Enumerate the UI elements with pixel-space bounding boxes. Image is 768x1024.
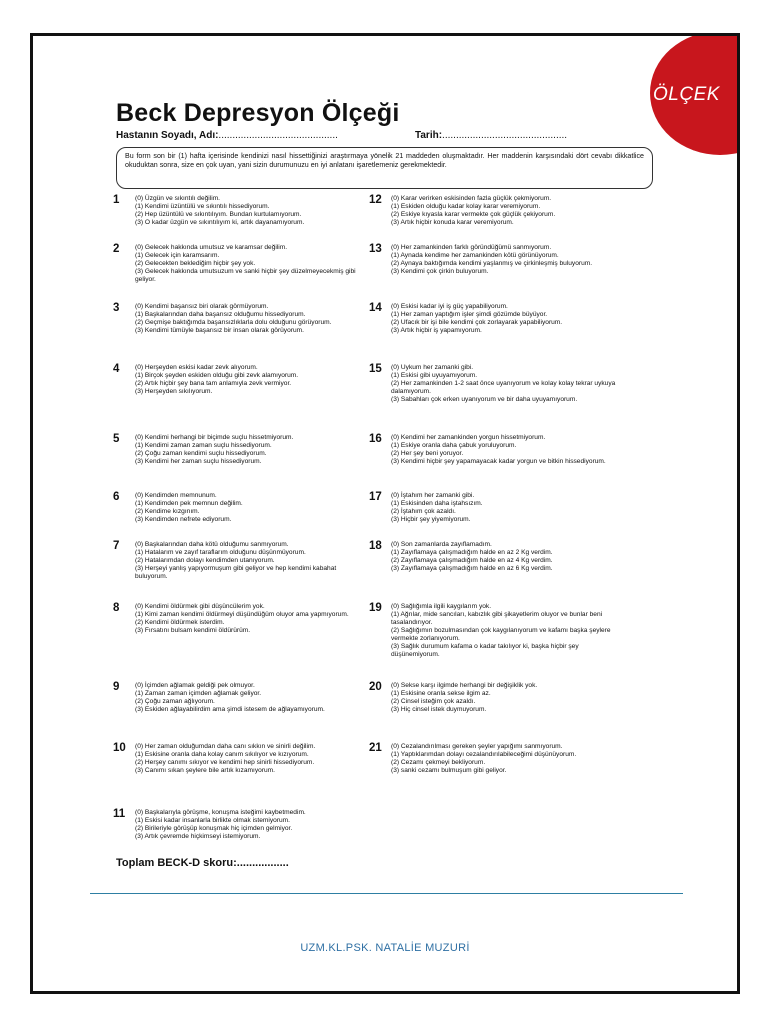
question-number: 8	[113, 602, 120, 614]
badge-label: ÖLÇEK	[653, 84, 720, 105]
answer-option[interactable]: (0) Kendimi öldürmek gibi düşüncülerim yok.	[135, 603, 265, 610]
answer-option[interactable]: (0) Kendimi herhangi bir biçimde suçlu hissetmiyorum.	[135, 434, 294, 441]
answer-option[interactable]: (1) Birçok şeyden eskiden olduğu gibi zevk alamıyorum.	[135, 372, 299, 379]
answer-option[interactable]: (0) Eskisi kadar iyi iş güç yapabiliyorum.	[391, 303, 508, 310]
question-number: 21	[369, 742, 382, 754]
answer-option[interactable]: (0) Herşeyden eskisi kadar zevk alıyorum.	[135, 364, 258, 371]
answer-option[interactable]: (1) Eskisine oranla sekse ilgim az.	[391, 690, 491, 697]
question-number: 11	[113, 808, 126, 820]
answer-options	[135, 303, 365, 335]
answer-options	[391, 303, 626, 335]
answer-option[interactable]: (1) Eskisi kadar insanlarla birlikte olmak istemiyorum.	[135, 817, 290, 824]
answer-option[interactable]: (1) Eskisinden daha iştahsızım.	[391, 500, 483, 507]
answer-option[interactable]: (2) Cezamı çekmeyi bekliyorum.	[391, 759, 486, 766]
answer-option[interactable]: (2) Eskiye kıyasla karar vermekte çok güçlük çekiyorum.	[391, 211, 556, 218]
total-score-line: Toplam BECK-D skoru:.................	[116, 857, 289, 869]
answer-option[interactable]: (1) Kimi zaman kendimi öldürmeyi düşündüğüm oluyor ama yapmıyorum.	[135, 611, 349, 618]
question-number: 18	[369, 540, 382, 552]
answer-option[interactable]: (1) Kendimi zaman zaman suçlu hissediyorum.	[135, 442, 272, 449]
answer-option[interactable]: (0) Sağlığımla ilgili kaygılarım yok.	[391, 603, 492, 610]
answer-option[interactable]: (2) Ufacık bir işi bile kendimi çok zorlayarak yapabiliyorum.	[391, 319, 563, 326]
answer-option[interactable]: (3) Kendimi çok çirkin buluyorum.	[391, 268, 489, 275]
answer-option[interactable]: (1) Gelecek için karamsarım.	[135, 252, 220, 259]
date-label: Tarih:	[415, 130, 443, 141]
answer-option[interactable]: (3) Artık hiçbir iş yapamıyorum.	[391, 327, 482, 334]
answer-option[interactable]: (3) Sağlık durumum kafama o kadar takılıyor ki, başka hiçbir şey düşünemiyorum.	[391, 643, 579, 658]
date-field	[415, 130, 567, 141]
answer-option[interactable]: (0) Gelecek hakkında umutsuz ve karamsar değilim.	[135, 244, 288, 251]
answer-option[interactable]: (3) Kendimi her zaman suçlu hissediyorum.	[135, 458, 262, 465]
answer-options	[391, 743, 626, 775]
answer-option[interactable]: (0) Başkalarından daha kötü olduğumu sanmıyorum.	[135, 541, 289, 548]
answer-option[interactable]: (3) Hiç cinsel istek duymuyorum.	[391, 706, 487, 713]
patient-name-blank: ...........................................	[218, 130, 338, 141]
question-number: 1	[113, 194, 120, 206]
answer-option[interactable]: (2) Geçmişe baktığımda başarısızlıklarla dolu olduğunu görüyorum.	[135, 319, 332, 326]
answer-option[interactable]: (3) sanki cezamı bulmuşum gibi geliyor.	[391, 767, 507, 774]
page-title: Beck Depresyon Ölçeği	[116, 99, 400, 127]
answer-option[interactable]: (2) Cinsel isteğim çok azaldı.	[391, 698, 476, 705]
answer-option[interactable]: (0) İçimden ağlamak geldiği pek olmuyor.	[135, 682, 255, 689]
answer-option[interactable]: (1) Ağrılar, mide sancıları, kabızlık gibi şikayetlerim oluyor ve bunlar beni tasalandırıyor.	[391, 611, 603, 626]
answer-option[interactable]: (1) Kendimden pek memnun değilim.	[135, 500, 243, 507]
answer-option[interactable]: (2) Sağlığımın bozulmasından çok kaygılanıyorum ve kafamı başka şeylere vermekte zorlanıyorum.	[391, 627, 611, 642]
answer-options	[135, 492, 365, 524]
question-number: 4	[113, 363, 120, 375]
answer-option[interactable]: (3) Kendimi hiçbir şey yapamayacak kadar yorgun ve bitkin hissediyorum.	[391, 458, 606, 465]
answer-option[interactable]: (0) İştahım her zamanki gibi.	[391, 492, 475, 499]
footer-divider	[90, 893, 683, 894]
answer-option[interactable]: (1) Yaptıklarımdan dolayı cezalandırılabileceğimi düşünüyorum.	[391, 751, 577, 758]
question-number: 6	[113, 491, 120, 503]
question-number: 9	[113, 681, 120, 693]
answer-option[interactable]: (2) Her zamankinden 1-2 saat önce uyanıyorum ve kolay kolay tekrar uykuya dalamıyorum.	[391, 380, 616, 395]
answer-option[interactable]: (0) Cezalandırılması gereken şeyler yapığımı sanmıyorum.	[391, 743, 563, 750]
answer-options	[391, 195, 626, 227]
answer-option[interactable]: (1) Zayıflamaya çalışmadığım halde en az 2 Kg verdim.	[391, 549, 553, 556]
answer-option[interactable]: (1) Her zaman yaptığım işler şimdi gözümde büyüyor.	[391, 311, 548, 318]
answer-option[interactable]: (3) Kendimi tümüyle başarısız bir insan olarak görüyorum.	[135, 327, 304, 334]
answer-options	[391, 244, 626, 276]
patient-name-label: Hastanın Soyadı, Adı:	[116, 130, 219, 141]
answer-options	[135, 364, 365, 396]
answer-options	[135, 603, 365, 635]
answer-option[interactable]: (1) Başkalarından daha başarısız olduğumu hissediyorum.	[135, 311, 306, 318]
question-number: 2	[113, 243, 120, 255]
answer-option[interactable]: (3) Kendimden nefrete ediyorum.	[135, 516, 232, 523]
question-number: 10	[113, 742, 126, 754]
footer-author: UZM.KL.PSK. NATALİE MUZURİ	[300, 942, 470, 954]
answer-options	[391, 434, 626, 466]
question-number: 7	[113, 540, 120, 552]
answer-option[interactable]: (1) Eskiye oranla daha çabuk yoruluyorum.	[391, 442, 517, 449]
answer-options	[391, 682, 626, 714]
answer-option[interactable]: (3) Artık hiçbir konuda karar veremiyorum.	[391, 219, 514, 226]
question-number: 17	[369, 491, 382, 503]
answer-option[interactable]: (0) Uykum her zamanki gibi.	[391, 364, 474, 371]
question-number: 16	[369, 433, 382, 445]
answer-options	[391, 364, 626, 404]
answer-options	[135, 244, 365, 284]
answer-option[interactable]: (2) Kendimi öldürmek isterdim.	[135, 619, 225, 626]
answer-option[interactable]: (0) Son zamanlarda zayıflamadım.	[391, 541, 492, 548]
answer-option[interactable]: (0) Her zamankinden farklı göründüğümü sanmıyorum.	[391, 244, 552, 251]
answer-options	[391, 603, 626, 659]
patient-name-field	[116, 130, 338, 141]
answer-option[interactable]: (1) Aynada kendime her zamankinden kötü görünüyorum.	[391, 252, 559, 259]
answer-option[interactable]: (2) Zayıflamaya çalışmadığım halde en az 4 Kg verdim.	[391, 557, 553, 564]
answer-options	[135, 434, 365, 466]
question-number: 14	[369, 302, 382, 314]
answer-options	[135, 541, 365, 581]
answer-option[interactable]: (2) İştahım çok azaldı.	[391, 508, 456, 515]
answer-option[interactable]: (2) Herşey canımı sıkıyor ve kendimi hep sinirli hissediyorum.	[135, 759, 315, 766]
answer-option[interactable]: (0) Sekse karşı ilgimde herhangi bir değişiklik yok.	[391, 682, 538, 689]
answer-option[interactable]: (2) Birileriyle görüşüp konuşmak hiç içimden gelmiyor.	[135, 825, 293, 832]
answer-option[interactable]: (2) Çoğu zaman ağlıyorum.	[135, 698, 215, 705]
answer-option[interactable]: (3) Eskiden ağlayabilirdim ama şimdi istesem de ağlayamıyorum.	[135, 706, 325, 713]
answer-option[interactable]: (3) Sabahları çok erken uyanıyorum ve bir daha uyuyamıyorum.	[391, 396, 578, 403]
answer-option[interactable]: (0) Kendimi başarısız biri olarak görmüyorum.	[135, 303, 269, 310]
answer-option[interactable]: (0) Karar verirken eskisinden fazla güçlük çekmiyorum.	[391, 195, 552, 202]
answer-option[interactable]: (3) Canımı sıkan şeylere bile artık kızamıyorum.	[135, 767, 275, 774]
date-blank: .............................................	[442, 130, 568, 141]
document-page	[30, 33, 740, 994]
answer-option[interactable]: (0) Kendimi her zamankinden yorgun hissetmiyorum.	[391, 434, 546, 441]
question-number: 20	[369, 681, 382, 693]
answer-option[interactable]: (3) O kadar üzgün ve sıkıntılıyım ki, artık dayanamıyorum.	[135, 219, 305, 226]
answer-option[interactable]: (2) Hep üzüntülü ve sıkıntılıyım. Bundan kurtulamıyorum.	[135, 211, 302, 218]
answer-option[interactable]: (3) Hiçbir şey yiyemiyorum.	[391, 516, 471, 523]
answer-option[interactable]: (1) Eskisi gibi uyuyamıyorum.	[391, 372, 478, 379]
answer-option[interactable]: (3) Gelecek hakkında umutsuzum ve sanki hiçbir şey düzelmeyecekmiş gibi geliyor.	[135, 268, 356, 283]
answer-option[interactable]: (3) Artık çevremde hiçkimseyi istemiyorum.	[135, 833, 261, 840]
question-number: 5	[113, 433, 120, 445]
answer-option[interactable]: (1) Hatalarım ve zayıf taraflarım olduğunu düşünmüyorum.	[135, 549, 306, 556]
answer-option[interactable]: (2) Hatalarımdan dolayı kendimden utanıyorum.	[135, 557, 275, 564]
instructions-box: Bu form son bir (1) hafta içerisinde kendinizi nasıl hissettiğinizi araştırmaya yönelik 21 maddeden oluşmaktadır. Her maddenin karşısındaki dört cevabı dikkatlice okuduktan sonra, size en çok uyan, yani sizin durumunuzu en iyi anlatanı işaretlemeniz gerekmektedir.	[116, 147, 653, 189]
question-number: 15	[369, 363, 382, 375]
question-number: 19	[369, 602, 382, 614]
answer-option[interactable]: (3) Herşeyden sıkılıyorum.	[135, 388, 213, 395]
answer-options	[135, 809, 365, 841]
answer-option[interactable]: (2) Çoğu zaman kendimi suçlu hissediyorum.	[135, 450, 267, 457]
answer-option[interactable]: (2) Artık hiçbir şey bana tam anlamıyla zevk vermiyor.	[135, 380, 292, 387]
answer-option[interactable]: (1) Zaman zaman içimden ağlamak geliyor.	[135, 690, 262, 697]
answer-option[interactable]: (0) Kendimden memnunum.	[135, 492, 217, 499]
answer-option[interactable]: (0) Üzgün ve sıkıntılı değilim.	[135, 195, 221, 202]
answer-options	[391, 541, 626, 573]
question-number: 3	[113, 302, 120, 314]
answer-options	[391, 492, 626, 524]
answer-option[interactable]: (3) Zayıflamaya çalışmadığım halde en az 6 Kg verdim.	[391, 565, 553, 572]
answer-options	[135, 743, 365, 775]
answer-option[interactable]: (2) Gelecekten beklediğim hiçbir şey yok.	[135, 260, 256, 267]
answer-option[interactable]: (1) Eskiden olduğu kadar kolay karar veremiyorum.	[391, 203, 541, 210]
answer-options	[135, 682, 365, 714]
answer-option[interactable]: (2) Her şey beni yoruyor.	[391, 450, 464, 457]
answer-option[interactable]: (3) Fırsatını bulsam kendimi öldürürüm.	[135, 627, 251, 634]
answer-option[interactable]: (0) Başkalarıyla görüşme, konuşma isteğimi kaybetmedim.	[135, 809, 306, 816]
answer-option[interactable]: (2) Aynaya baktığımda kendimi yaşlanmış ve çirkinleşmiş buluyorum.	[391, 260, 593, 267]
answer-option[interactable]: (1) Eskisine oranla daha kolay canım sıkılıyor ve kızıyorum.	[135, 751, 309, 758]
answer-option[interactable]: (2) Kendime kızgınım.	[135, 508, 200, 515]
answer-options	[135, 195, 365, 227]
question-number: 13	[369, 243, 382, 255]
answer-option[interactable]: (1) Kendimi üzüntülü ve sıkıntılı hissediyorum.	[135, 203, 270, 210]
answer-option[interactable]: (3) Herşeyi yanlış yapıyormuşum gibi geliyor ve hep kendimi kabahat buluyorum.	[135, 565, 337, 580]
answer-option[interactable]: (0) Her zaman olduğumdan daha canı sıkkın ve sinirli değilim.	[135, 743, 316, 750]
question-number: 12	[369, 194, 382, 206]
